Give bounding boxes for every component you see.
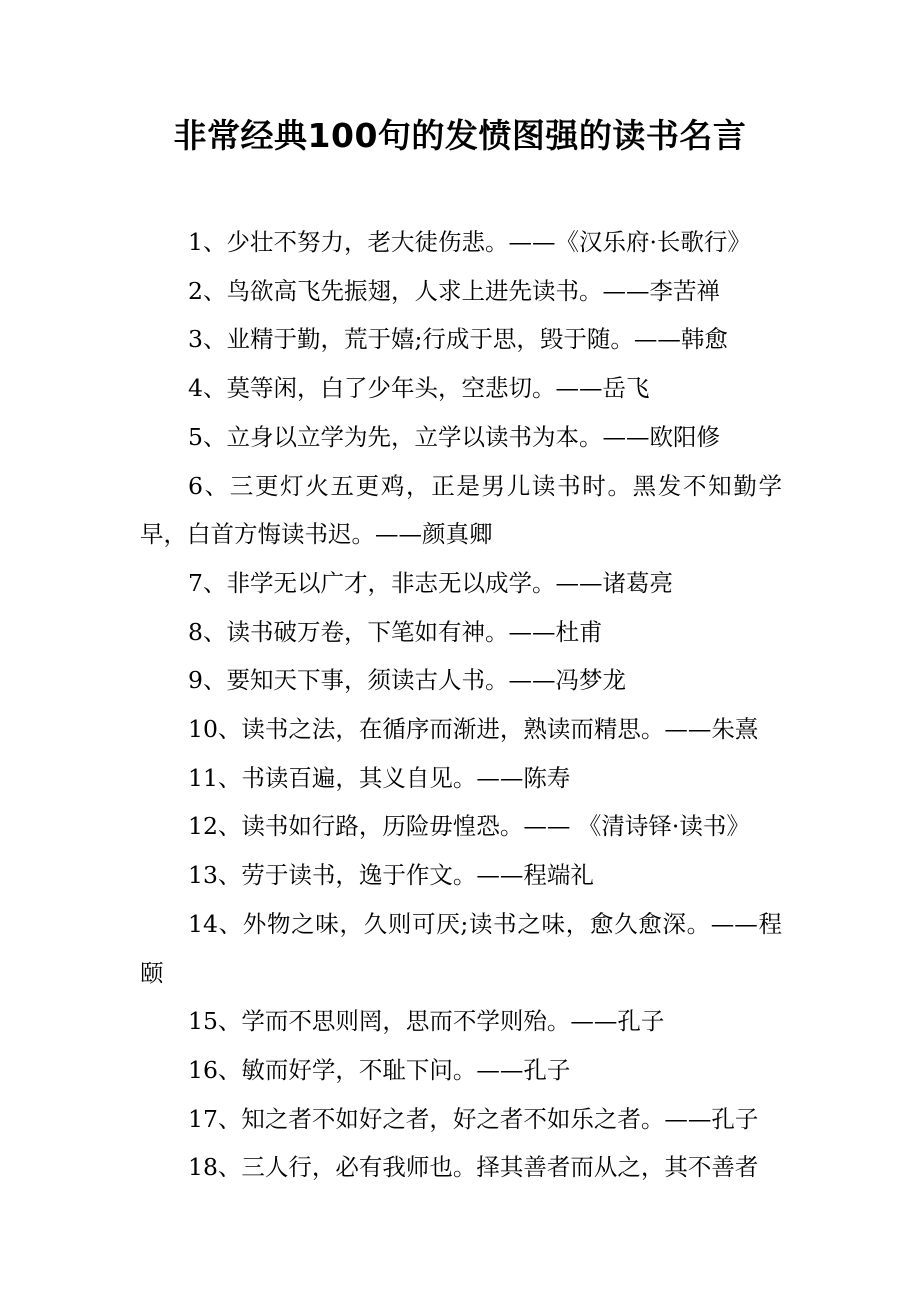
quote-item-12: 12、读书如行路，历险毋惶恐。—— 《清诗铎·读书》 bbox=[188, 812, 750, 841]
quote-item-11: 11、书读百遍，其义自见。——陈寿 bbox=[188, 763, 571, 792]
quote-item-17: 17、知之者不如好之者，好之者不如乐之者。——孔子 bbox=[188, 1104, 759, 1133]
quote-item-3: 3、业精于勤，荒于嬉;行成于思，毁于随。——韩愈 bbox=[188, 325, 728, 354]
quote-item-15: 15、学而不思则罔，思而不学则殆。——孔子 bbox=[188, 1007, 665, 1036]
quote-item-18: 18、三人行，必有我师也。择其善者而从之，其不善者 bbox=[188, 1153, 759, 1182]
quote-item-6: 6、三更灯火五更鸡，正是男儿读书时。黑发不知勤学早，白首方悔读书迟。——颜真卿 bbox=[140, 471, 782, 549]
quote-item-2: 2、鸟欲高飞先振翅，人求上进先读书。——李苦禅 bbox=[188, 276, 720, 305]
quote-item-4: 4、莫等闲，白了少年头，空悲切。——岳飞 bbox=[188, 374, 650, 403]
quote-item-1: 1、少壮不努力，老大徒伤悲。——《汉乐府·长歌行》 bbox=[188, 228, 751, 256]
quote-item-8: 8、读书破万卷，下笔如有神。——杜甫 bbox=[188, 617, 603, 646]
quote-item-9: 9、要知天下事，须读古人书。——冯梦龙 bbox=[188, 666, 626, 695]
quote-item-16: 16、敏而好学，不耻下问。——孔子 bbox=[188, 1055, 571, 1084]
quote-list bbox=[140, 218, 782, 1192]
quote-item-13: 13、劳于读书，逸于作文。——程端礼 bbox=[188, 861, 594, 890]
quote-item-7: 7、非学无以广才，非志无以成学。——诸葛亮 bbox=[188, 568, 673, 597]
quote-item-14: 14、外物之味，久则可厌;读书之味，愈久愈深。——程颐 bbox=[140, 909, 782, 987]
quote-item-10: 10、读书之法，在循序而渐进，熟读而精思。——朱熹 bbox=[188, 715, 759, 744]
quote-item-5: 5、立身以立学为先，立学以读书为本。——欧阳修 bbox=[188, 422, 720, 451]
document-title: 非常经典100句的发愤图强的读书名言 bbox=[173, 116, 747, 155]
